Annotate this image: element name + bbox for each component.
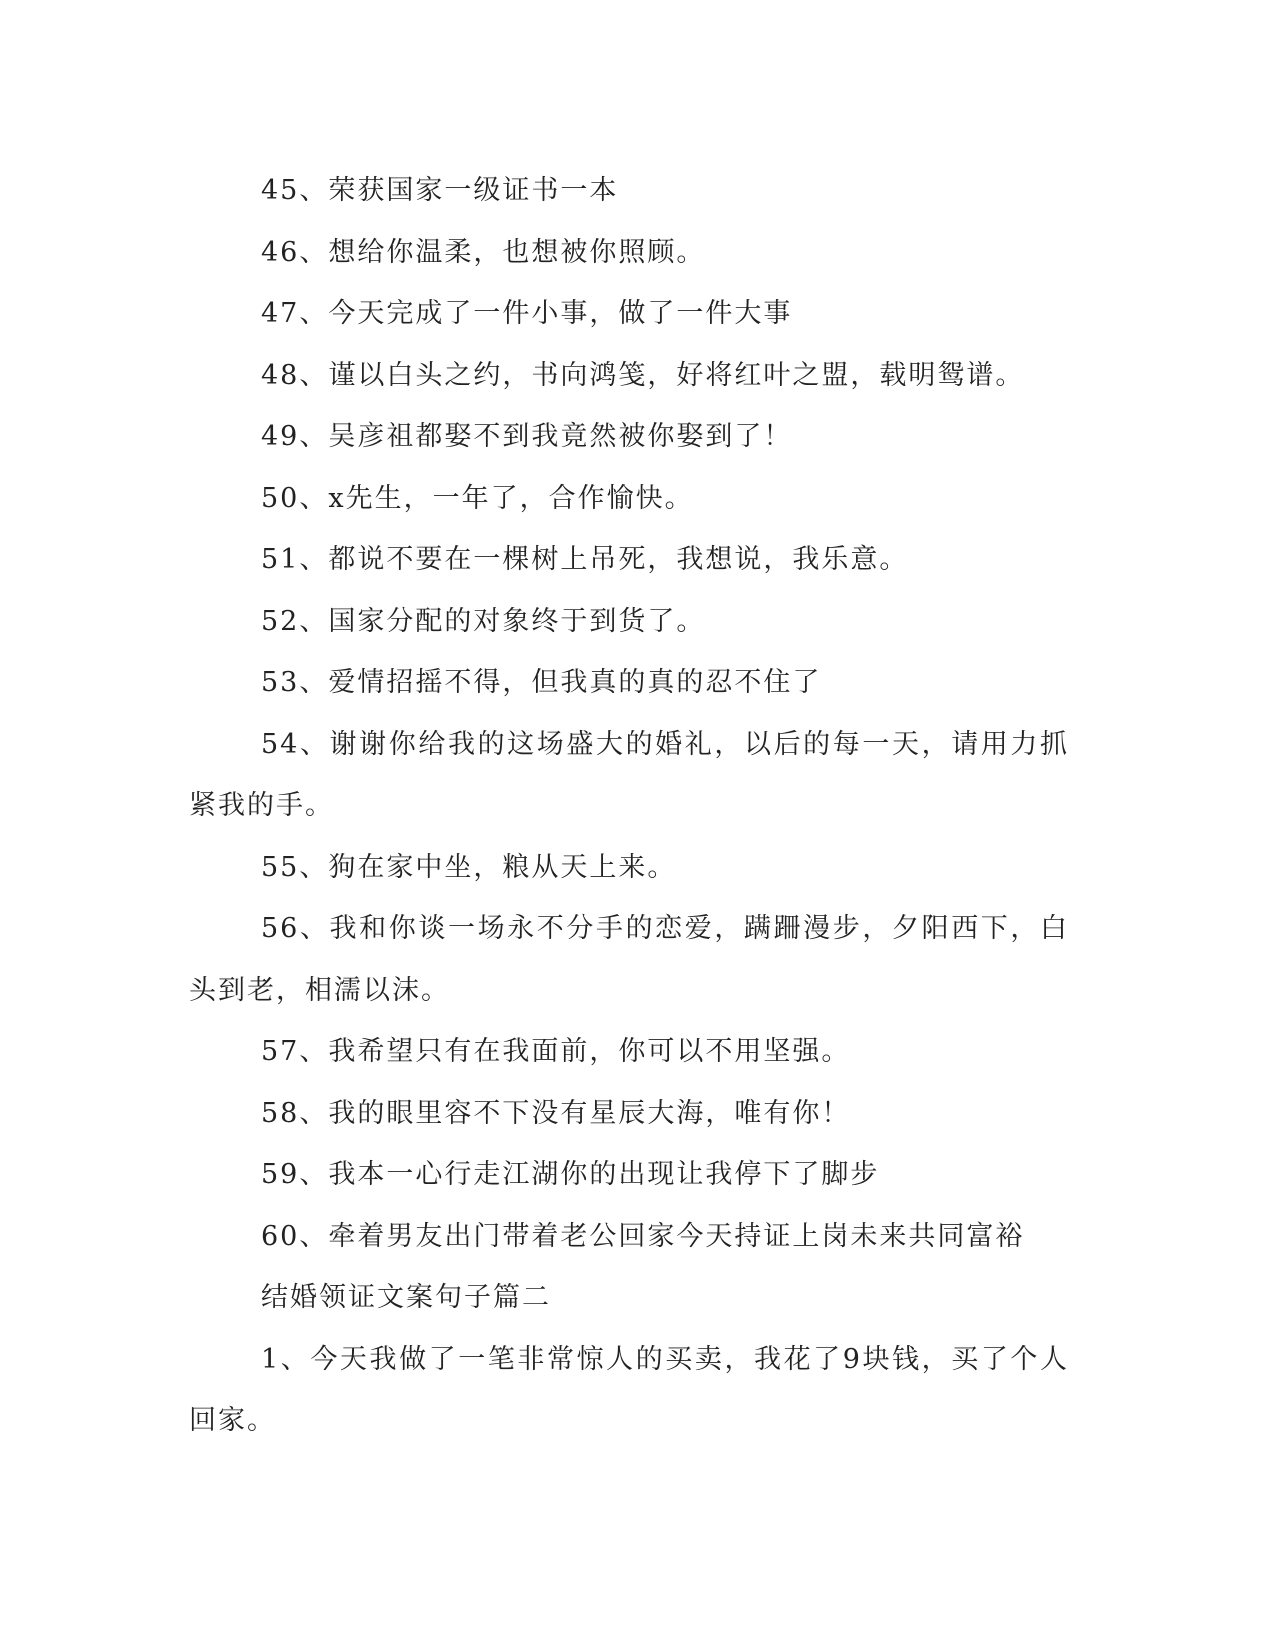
list-item-54: 54、谢谢你给我的这场盛大的婚礼，以后的每一天，请用力抓紧我的手。 — [189, 728, 1069, 821]
list-item-46: 46、想给你温柔，也想被你照顾。 — [261, 236, 706, 268]
list-item-57: 57、我希望只有在我面前，你可以不用坚强。 — [261, 1036, 851, 1067]
list-item-60: 60、牵着男友出门带着老公回家今天持证上岗未来共同富裕 — [261, 1220, 1025, 1252]
section-heading: 结婚领证文案句子篇二 — [261, 1282, 551, 1313]
list-item-58: 58、我的眼里容不下没有星辰大海，唯有你！ — [261, 1097, 851, 1129]
list-item-45: 45、荣获国家一级证书一本 — [261, 175, 619, 206]
list-item-1: 1、今天我做了一笔非常惊人的买卖，我花了9块钱，买了个人回家。 — [189, 1343, 1069, 1436]
list-item-55: 55、狗在家中坐，粮从天上来。 — [261, 851, 677, 883]
document-body — [189, 160, 1069, 1452]
list-item-53: 53、爱情招摇不得，但我真的真的忍不住了 — [261, 667, 822, 698]
list-item-51: 51、都说不要在一棵树上吊死，我想说，我乐意。 — [261, 544, 909, 575]
list-item-47: 47、今天完成了一件小事，做了一件大事 — [261, 298, 793, 329]
list-item-50: 50、x先生，一年了，合作愉快。 — [261, 482, 694, 514]
list-item-56: 56、我和你谈一场永不分手的恋爱，蹒跚漫步，夕阳西下，白头到老，相濡以沫。 — [189, 913, 1069, 1006]
list-item-48: 48、谨以白头之约，书向鸿笺，好将红叶之盟，载明鸳谱。 — [261, 359, 1025, 391]
list-item-52: 52、国家分配的对象终于到货了。 — [261, 605, 706, 637]
list-item-59: 59、我本一心行走江湖你的出现让我停下了脚步 — [261, 1159, 880, 1190]
list-item-49: 49、吴彦祖都娶不到我竟然被你娶到了！ — [261, 421, 793, 452]
